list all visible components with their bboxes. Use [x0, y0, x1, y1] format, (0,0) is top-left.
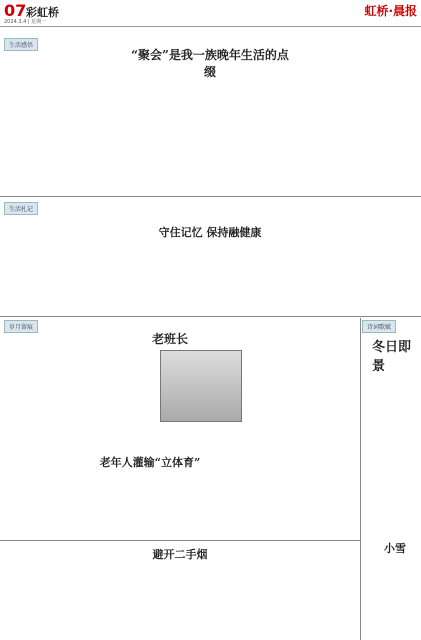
article-title: 老年人灌输“立体育”: [99, 456, 201, 469]
article-body: [246, 346, 356, 426]
page-number: 07: [4, 1, 27, 20]
divider: [0, 540, 360, 541]
page-header: [0, 0, 421, 27]
section-tag: 岁月留痕: [4, 320, 38, 333]
divider: [360, 318, 361, 640]
section-tag: 诗词歌赋: [362, 320, 396, 333]
article-body: [4, 60, 416, 190]
poem-title: 冬日即景: [372, 340, 412, 374]
divider: [0, 316, 421, 317]
article-body: [4, 346, 154, 426]
divider: [0, 196, 421, 197]
article-title: “聚会”是我一族晚年生活的点缀: [131, 48, 289, 79]
poem-body: [364, 358, 418, 518]
article-body: [4, 246, 416, 312]
article-body: [4, 476, 356, 536]
poem-body: [364, 560, 418, 636]
article-photo: [160, 350, 242, 422]
issue-date: 2024.3.4 | 星期一: [4, 19, 47, 25]
brand-logo: 虹桥·晨报: [364, 4, 417, 18]
section-tag: 生活感悟: [4, 38, 38, 51]
section-tag: 生活札记: [4, 202, 38, 215]
article-title: 老班长: [151, 332, 188, 346]
article-body: [4, 566, 356, 638]
poem-title: 小雪: [384, 542, 406, 555]
article-title: 守住记忆 保持融健康: [158, 226, 262, 239]
article-title: 避开二手烟: [152, 548, 208, 561]
section-title: 彩虹桥: [26, 6, 59, 19]
